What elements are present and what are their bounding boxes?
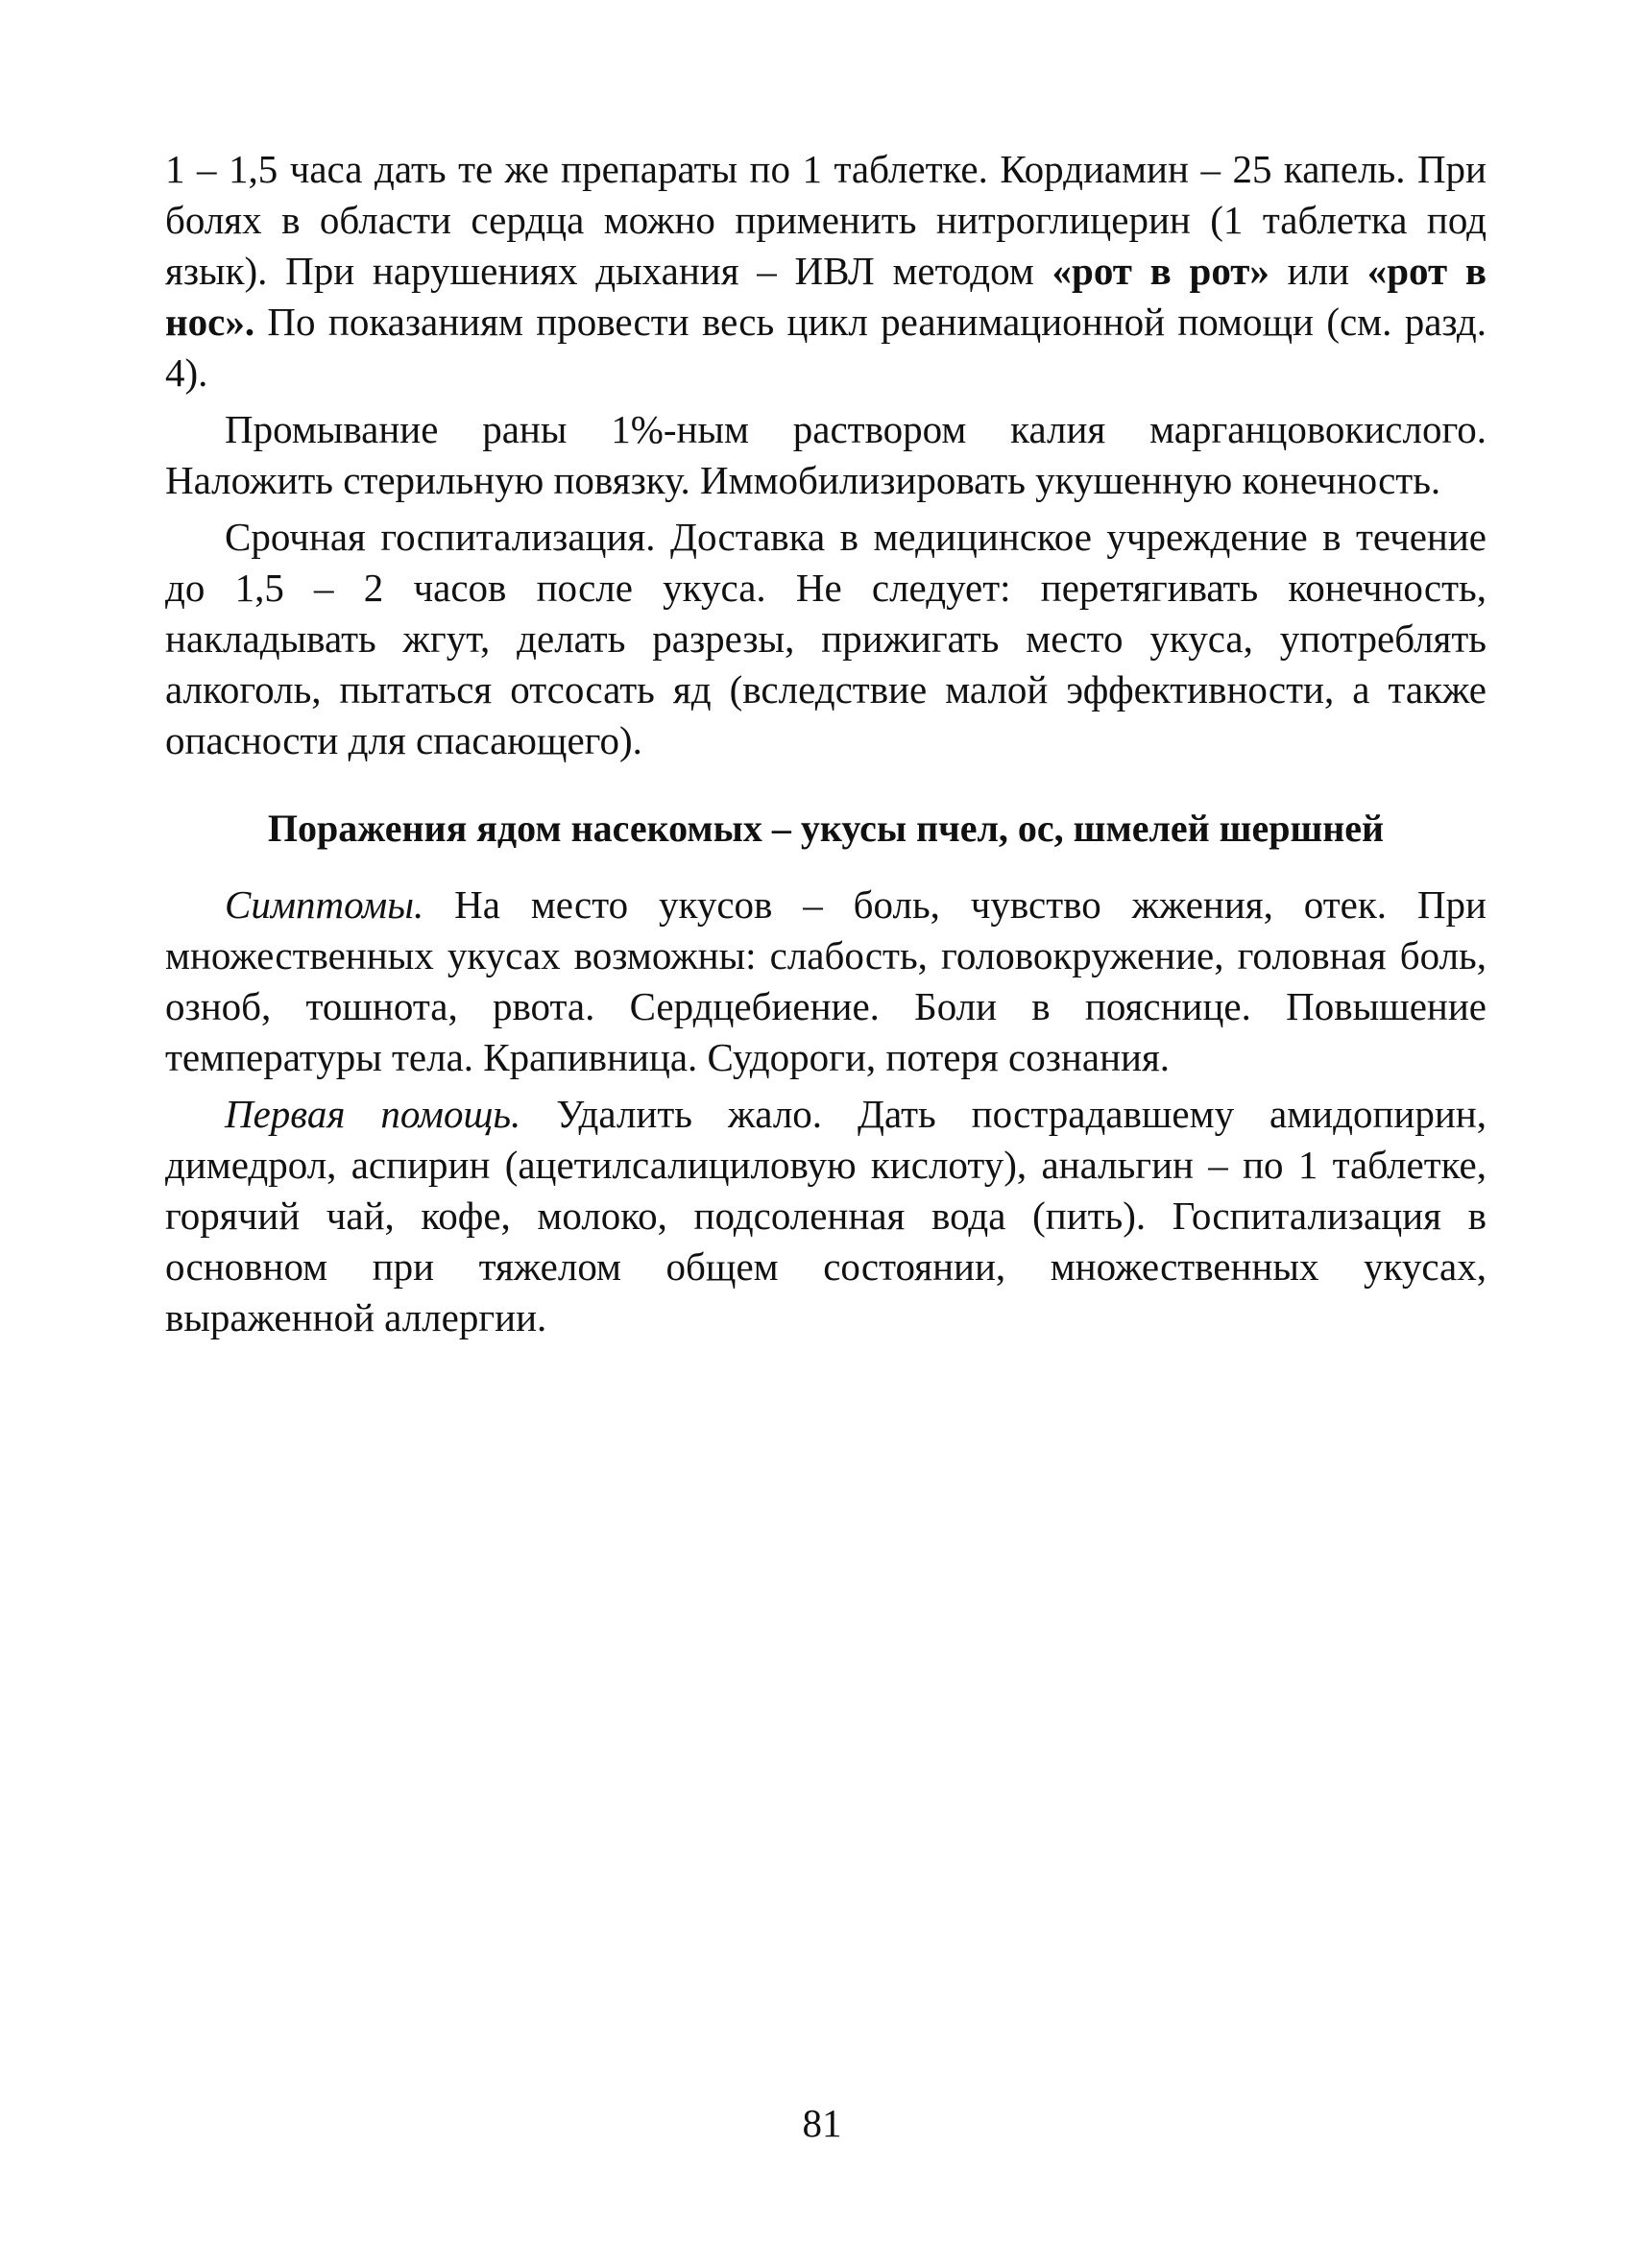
first-aid-text: Удалить жало. Дать пострадавшему амидопирин, димедрол, аспирин (ацетилсалициловую кислоту), анальгин – по 1 таблетке, горячий чай, кофе, молоко, подсоленная вода (пить). Госпитализация в основном при тяжелом общем состоянии, множественных укусах, выраженной аллергии.: [165, 1092, 1487, 1339]
paragraph-hospitalization: Срочная госпитализация. Доставка в медицинское учреждение в течение до 1,5 – 2 часов после укуса. Не следует: перетягивать конечность, накладывать жгут, делать разрезы, прижигать место укуса, употреблять алкоголь, пытаться отсосать яд (вследствие малой эффективности, а также опасности для спасающего).: [165, 515, 1487, 762]
paragraph-continuation-text-1: 1 – 1,5 часа дать те же препараты по 1 таблетке. Кордиамин – 25 капель. При болях в области сердца можно применить нитроглицерин (1 таблетка под язык). При нарушениях дыхания – ИВЛ методом: [165, 147, 1487, 293]
first-aid-lead: Первая помощь.: [225, 1092, 521, 1136]
paragraph-symptoms: [165, 880, 1487, 1083]
paragraph-first-aid: [165, 1089, 1487, 1343]
symptoms-lead: Симптомы.: [225, 882, 424, 927]
paragraph-continuation-bold-1: «рот в рот»: [1052, 249, 1269, 293]
paragraph-continuation: [165, 144, 1487, 398]
paragraph-continuation-text-2: или: [1269, 249, 1367, 293]
section-heading: Поражения ядом насекомых – укусы пчел, ос, шмелей шершней: [267, 807, 1385, 850]
paragraph-continuation-text-3: По показаниям провести весь цикл реанимационной помощи (см. разд. 4).: [165, 300, 1487, 395]
paragraph-wound-washing: Промывание раны 1%-ным раствором калия марганцовокислого. Наложить стерильную повязку. Иммобилизировать укушенную конечность.: [165, 407, 1487, 502]
paragraph-continuation-bold-2: «рот в нос».: [165, 249, 1487, 344]
page-number: 81: [802, 2101, 842, 2145]
symptoms-text: На место укусов – боль, чувство жжения, отек. При множественных укусах возможны: слабость, головокружение, головная боль, озноб, тошнота, рвота. Сердцебиение. Боли в пояснице. Повышение температуры тела. Крапивница. Судороги, потеря сознания.: [165, 882, 1487, 1079]
page-body: [165, 144, 1487, 1343]
